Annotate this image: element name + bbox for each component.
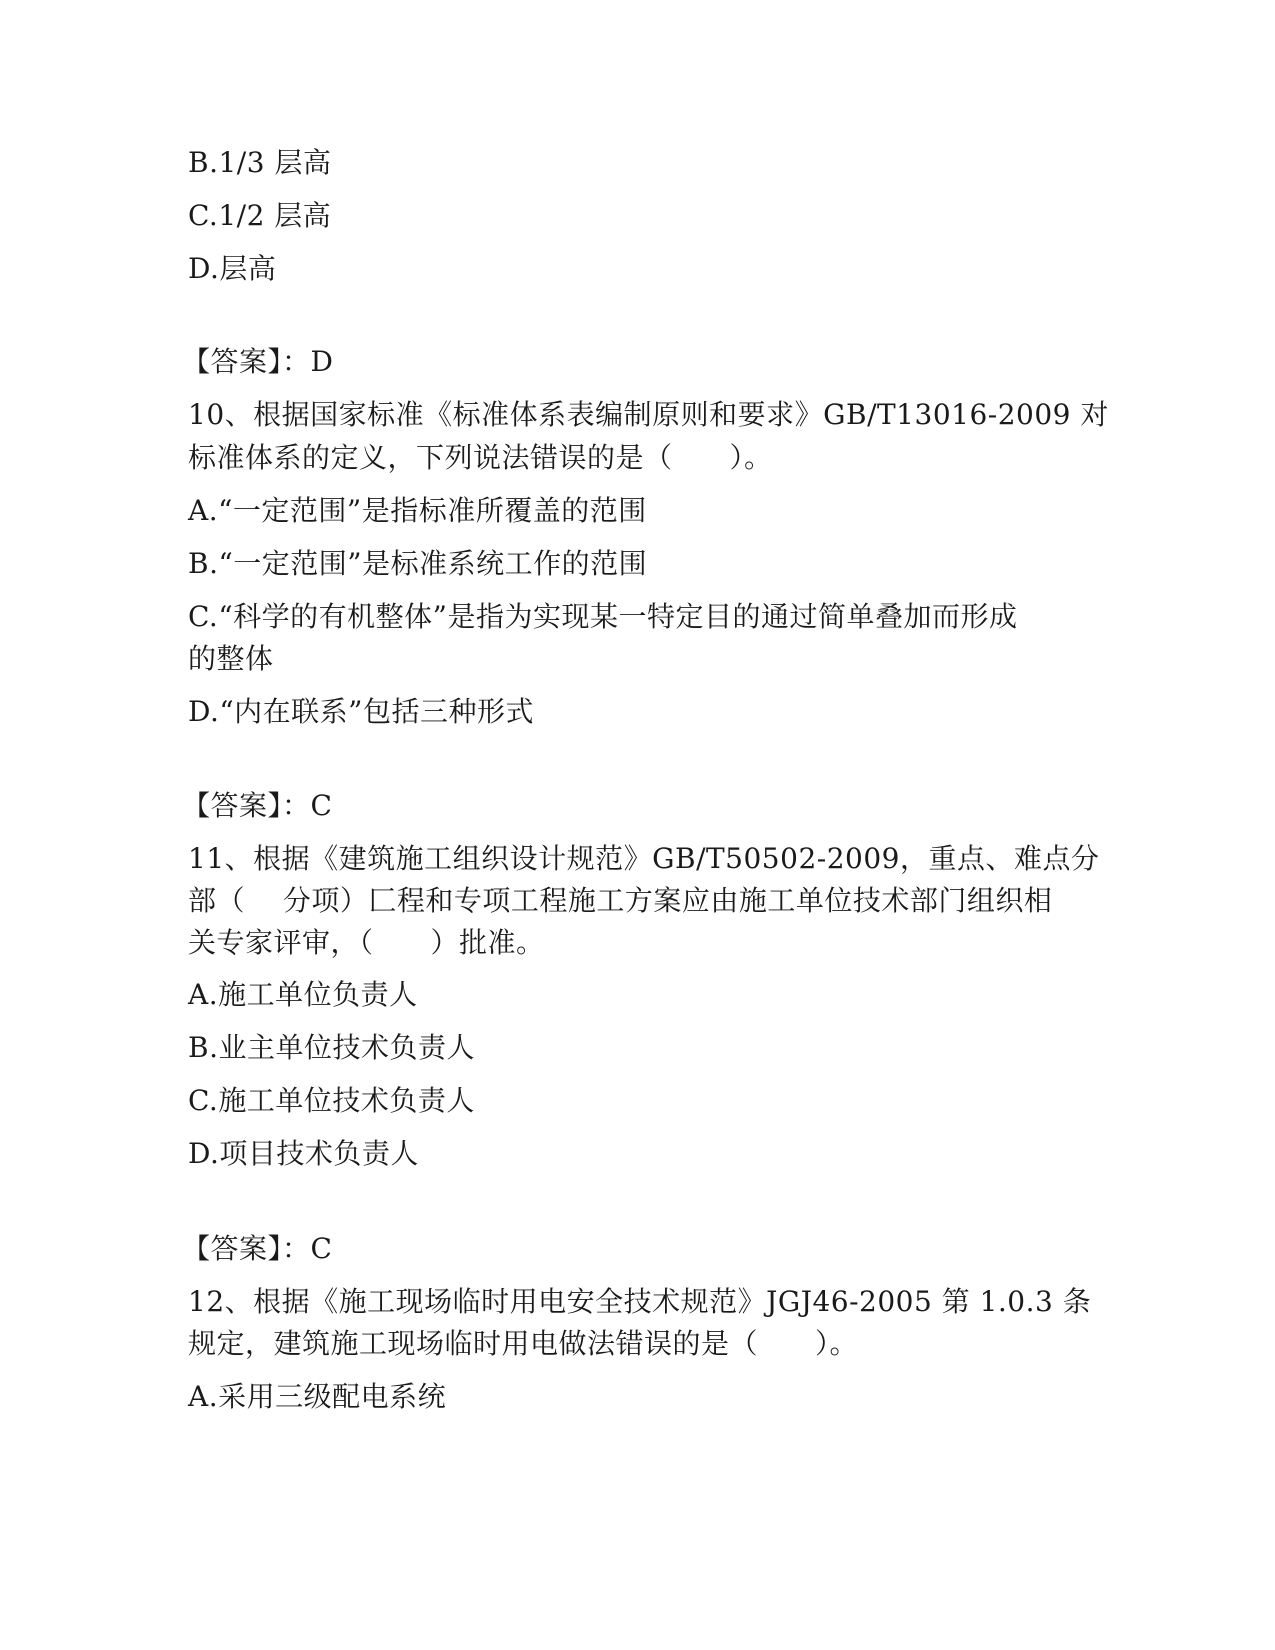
q12-stem-line1: 12、根据《施工现场临时用电安全技术规范》JGJ46-2005 第 1.0.3 条 (188, 1285, 1092, 1318)
prev-option-d: D.层高 (188, 252, 277, 285)
q11-option-b: B.业主单位技术负责人 (188, 1031, 475, 1064)
q12-stem-line2: 规定，建筑施工现场临时用电做法错误的是（ ）。 (188, 1327, 859, 1360)
q11-stem-line3: 关专家评审，（ ）批准。 (188, 926, 545, 959)
q11-stem-line2: 部（ 分项）匚程和专项工程施工方案应由施工单位技术部门组织相 (188, 884, 1053, 917)
prev-option-b: B.1/3 层高 (188, 146, 332, 179)
q11-option-a: A.施工单位负责人 (188, 978, 418, 1011)
q11-option-c: C.施工单位技术负责人 (188, 1084, 475, 1117)
q10-stem-line2: 标准体系的定义，下列说法错误的是（ ）。 (188, 441, 773, 474)
q12-option-a: A.采用三级配电系统 (188, 1380, 447, 1413)
q10-option-a: A.“一定范围”是指标准所覆盖的范围 (188, 494, 647, 527)
prev-option-c: C.1/2 层高 (188, 199, 332, 232)
q10-option-d: D.“内在联系”包括三种形式 (188, 695, 534, 728)
q11-option-d: D.项目技术负责人 (188, 1137, 419, 1170)
q10-stem-line1: 10、根据国家标准《标准体系表编制原则和要求》GB/T13016-2009 对 (188, 398, 1109, 431)
q10-option-b: B.“一定范围”是标准系统工作的范围 (188, 547, 648, 580)
q11-stem-line1: 11、根据《建筑施工组织设计规范》GB/T50502-2009，重点、难点分 (188, 842, 1100, 875)
q10-answer: 【答案】：C (182, 789, 333, 822)
prev-answer: 【答案】：D (182, 345, 334, 378)
q10-option-c-line2: 的整体 (188, 642, 274, 675)
q10-option-c-line1: C.“科学的有机整体”是指为实现某一特定目的通过简单叠加而形成 (188, 600, 1018, 633)
q11-answer: 【答案】：C (182, 1232, 333, 1265)
